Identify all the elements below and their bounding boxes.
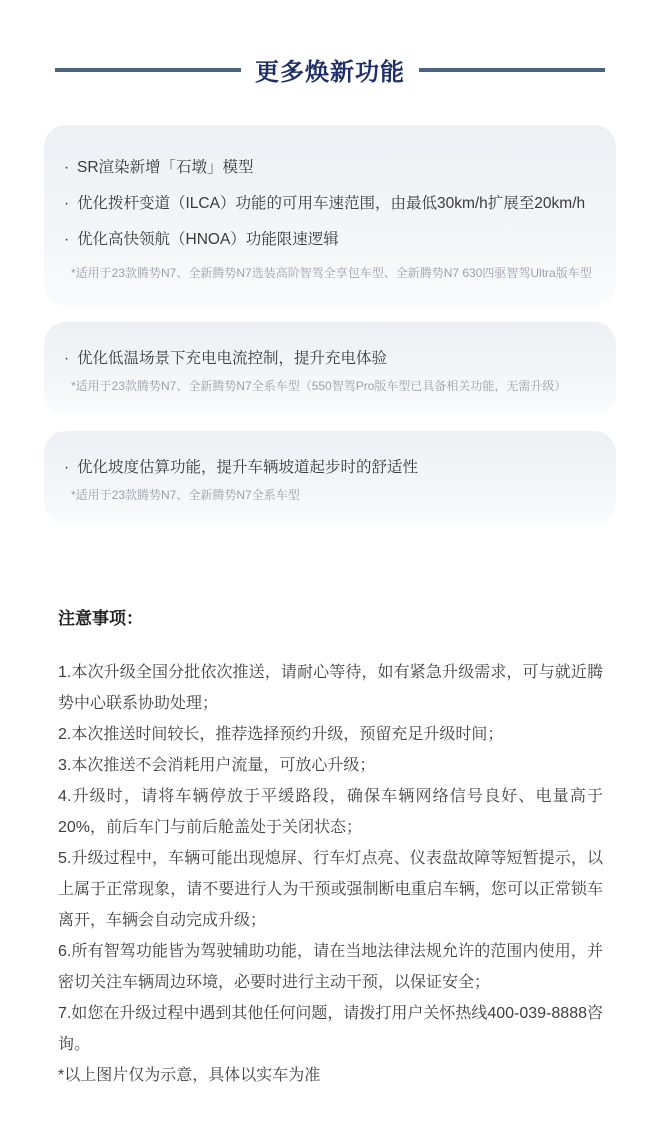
bullet-item: [64, 348, 598, 370]
bullet-item: [64, 457, 598, 479]
note-item: 4.升级时，请将车辆停放于平缓路段，确保车辆网络信号良好、电量高于20%，前后车门与前后舱盖处于关闭状态；: [58, 788, 603, 836]
card-footnote: *适用于23款腾势N7、全新腾势N7选装高阶智驾全享包车型、全新腾势N7 630四驱智驾Ultra版车型: [71, 266, 592, 280]
bullet-dot: ·: [64, 195, 70, 212]
bullet-dot: ·: [64, 231, 70, 248]
note-item: 7.如您在升级过程中遇到其他任何问题，请拨打用户关怀热线400-039-8888咨询。: [58, 1005, 603, 1053]
bullet-item: [64, 229, 598, 251]
bullet-dot: ·: [64, 159, 70, 176]
card-footnote: *适用于23款腾势N7、全新腾势N7全系车型（550智驾Pro版车型已具备相关功能，无需升级）: [71, 379, 567, 393]
feature-card-smart-drive: [44, 125, 616, 306]
bullet-dot: ·: [64, 459, 70, 476]
note-item: 2.本次推送时间较长，推荐选择预约升级，预留充足升级时间；: [58, 726, 504, 743]
bullet-text: 优化低温场景下充电电流控制，提升充电体验: [77, 350, 388, 367]
bullet-text: 优化拨杆变道（ILCA）功能的可用车速范围，由最低30km/h扩展至20km/h: [77, 195, 586, 212]
bullet-text: SR渲染新增「石墩」模型: [77, 159, 254, 176]
note-item: 6.所有智驾功能皆为驾驶辅助功能，请在当地法律法规允许的范围内使用，并密切关注车辆周边环境，必要时进行主动干预，以保证安全；: [58, 943, 603, 991]
feature-card-slope: [44, 431, 616, 524]
bullet-item: [64, 157, 598, 179]
notes-section: [58, 604, 603, 1091]
title-divider-left: [55, 68, 241, 72]
bullet-dot: ·: [64, 350, 70, 367]
page-title: 更多焕新功能: [255, 59, 405, 86]
note-item: 3.本次推送不会消耗用户流量，可放心升级；: [58, 757, 376, 774]
bullet-item: [64, 193, 598, 215]
title-divider-right: [419, 68, 605, 72]
bullet-text: 优化高快领航（HNOA）功能限速逻辑: [77, 231, 339, 248]
note-item: 5.升级过程中，车辆可能出现熄屏、行车灯点亮、仪表盘故障等短暂提示，以上属于正常现象，请不要进行人为干预或强制断电重启车辆，您可以正常锁车离开，车辆会自动完成升级；: [58, 850, 603, 929]
card-footnote: *适用于23款腾势N7、全新腾势N7全系车型: [71, 488, 300, 502]
note-item: 1.本次升级全国分批依次推送，请耐心等待，如有紧急升级需求，可与就近腾势中心联系协助处理；: [58, 664, 603, 712]
bullet-text: 优化坡度估算功能，提升车辆坡道起步时的舒适性: [77, 459, 419, 476]
feature-card-list: [44, 125, 616, 524]
notes-heading: 注意事项：: [58, 609, 143, 628]
image-disclaimer: *以上图片仅为示意，具体以实车为准: [58, 1067, 321, 1084]
section-header: [0, 52, 660, 87]
feature-card-charging: [44, 322, 616, 415]
